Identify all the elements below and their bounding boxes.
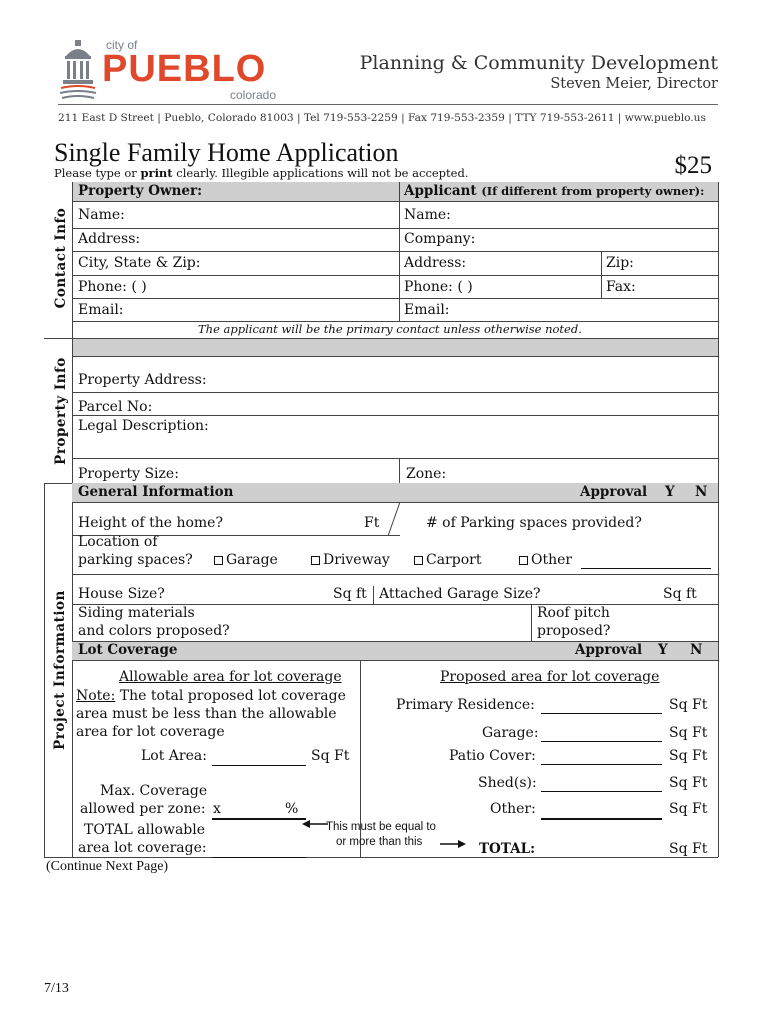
general-approval-label: Approval [580,484,648,500]
general-approval-no[interactable]: N [695,484,708,500]
house-size-field[interactable]: House Size? [78,586,165,602]
max-coverage-percent: % [285,801,299,817]
continue-next-page: (Continue Next Page) [46,859,169,874]
applicant-company-field[interactable]: Company: [404,231,476,247]
siding-label-2[interactable]: and colors proposed? [78,623,230,639]
parking-location-label-2: parking spaces? [78,552,193,568]
lot-coverage-note: Note: The total proposed lot coverage [76,688,346,704]
city-logo [58,38,288,104]
max-coverage-label-2: allowed per zone: [80,801,206,817]
lot-coverage-header: Lot Coverage [78,642,178,658]
parking-count-field[interactable]: # of Parking spaces provided? [426,515,642,531]
sheds-blank[interactable] [541,791,662,792]
applicant-email-field[interactable]: Email: [404,302,450,318]
contact-address-line: 211 East D Street | Pueblo, Colorado 81003 | Tel 719-553-2259 | Fax 719-553-2359 | TTY 719-553-2611 | www.pueblo.us [58,112,706,124]
other-blank[interactable] [541,818,662,820]
logo-city-of: city of [106,38,138,52]
row-line [72,275,718,276]
checkbox-icon[interactable] [519,556,528,565]
right-arrow-icon [440,838,466,850]
garage-label: Garage: [482,725,539,741]
col-line [72,338,73,483]
applicant-name-field[interactable]: Name: [404,207,451,223]
patio-cover-label: Patio Cover: [449,748,536,764]
owner-name-field[interactable]: Name: [78,207,125,223]
patio-cover-blank[interactable] [541,764,662,765]
row-line [44,338,718,339]
parcel-number-field[interactable]: Parcel No: [78,399,153,415]
property-header-bar [72,338,718,356]
owner-city-field[interactable]: City, State & Zip: [78,255,201,271]
other-label: Other: [490,801,536,817]
equality-note-1: This must be equal to [326,821,436,833]
primary-contact-note: The applicant will be the primary contact unless otherwise noted. [198,322,582,336]
applicant-zip-field[interactable]: Zip: [606,255,634,271]
owner-email-field[interactable]: Email: [78,302,124,318]
col-line [718,338,719,483]
garage-blank[interactable] [541,741,662,742]
lot-coverage-note-2: area must be less than the allowable [76,706,337,722]
total-unit: Sq Ft [669,841,708,857]
general-approval-yes[interactable]: Y [665,484,675,500]
zone-field[interactable]: Zone: [406,466,447,482]
checkbox-icon[interactable] [311,556,320,565]
row-line [72,356,718,357]
row-line [72,458,718,459]
other-parking-blank[interactable] [581,568,711,569]
other-unit: Sq Ft [669,801,708,817]
column-divider-slant [384,502,404,536]
total-allowable-label-2: area lot coverage: [78,840,207,856]
applicant-header: Applicant (If different from property owner): [404,183,705,199]
applicant-address-field[interactable]: Address: [404,255,467,271]
col-line [373,586,374,604]
left-arrow-icon [302,818,328,830]
parking-location-label-1: Location of [78,534,158,550]
max-coverage-label-1: Max. Coverage [100,783,208,799]
col-line [399,458,400,483]
checkbox-icon[interactable] [414,556,423,565]
revision-date: 7/13 [44,981,69,996]
property-address-field[interactable]: Property Address: [78,372,207,388]
roof-pitch-label-2[interactable]: proposed? [537,623,611,639]
lot-area-blank[interactable] [212,765,306,766]
sheds-label: Shed(s): [478,775,537,791]
parking-option-carport[interactable]: Carport [414,552,481,568]
total-allowable-label-1: TOTAL allowable [84,822,206,838]
legal-description-field[interactable]: Legal Description: [78,418,209,434]
header-divider [58,104,718,105]
property-size-field[interactable]: Property Size: [78,466,179,482]
roof-pitch-label-1[interactable]: Roof pitch [537,605,610,621]
siding-label-1[interactable]: Siding materials [78,605,195,621]
lot-approval-label: Approval [575,642,643,658]
parking-option-other[interactable]: Other [519,552,572,568]
row-line [72,392,718,393]
row-line [44,857,718,858]
owner-header: Property Owner: [78,183,203,199]
col-line [601,251,602,298]
owner-address-field[interactable]: Address: [78,231,141,247]
max-coverage-blank[interactable] [212,818,306,820]
col-line [44,483,45,857]
logo-name: PUEBLO [102,48,267,90]
logo-state: colorado [230,88,277,102]
house-size-unit: Sq ft [333,586,367,602]
garage-size-unit: Sq ft [663,586,697,602]
garage-unit: Sq Ft [669,725,708,741]
page-title: Single Family Home Application [54,138,399,167]
lot-coverage-note-3: area for lot coverage [76,724,225,740]
row-line [72,228,718,229]
col-line [72,182,73,338]
project-info-side-label: Project Information [52,590,68,750]
col-line [531,604,532,641]
primary-residence-label: Primary Residence: [396,697,535,713]
total-allowable-blank[interactable] [212,857,306,858]
applicant-fax-field[interactable]: Fax: [606,279,636,295]
garage-size-field[interactable]: Attached Garage Size? [379,586,541,602]
parking-option-garage[interactable]: Garage [214,552,278,568]
total-label: TOTAL: [479,841,536,857]
pueblo-building-icon [58,40,98,102]
col-line [399,182,400,321]
row-line [72,298,718,299]
director-name: Steven Meier, Director [550,76,718,92]
contact-info-side-label: Contact Info [53,207,69,309]
patio-cover-unit: Sq Ft [669,748,708,764]
property-info-side-label: Property Info [53,357,69,465]
equality-note-2: or more than this [336,836,423,848]
row-line [72,574,718,575]
general-info-header: General Information [78,484,234,500]
parking-option-driveway[interactable]: Driveway [311,552,390,568]
instructions: Please type or print clearly. Illegible applications will not be accepted. [54,166,469,180]
primary-residence-blank[interactable] [541,713,662,714]
home-height-field[interactable]: Height of the home? [78,515,223,531]
lot-area-unit: Sq Ft [311,748,350,764]
applicant-phone-field[interactable]: Phone: ( ) [404,279,473,295]
home-height-unit: Ft [364,515,380,531]
owner-phone-field[interactable]: Phone: ( ) [78,279,147,295]
primary-residence-unit: Sq Ft [669,697,708,713]
lot-approval-no[interactable]: N [690,642,703,658]
lot-area-label: Lot Area: [141,748,207,764]
row-line [72,415,718,416]
col-line [718,483,719,857]
proposed-title: Proposed area for lot coverage [440,669,660,685]
col-line [72,483,73,857]
application-fee: $25 [674,152,712,179]
row-line [72,201,718,202]
max-coverage-multiplier: x [213,801,221,817]
checkbox-icon[interactable] [214,556,223,565]
row-line [72,660,718,661]
allowable-title: Allowable area for lot coverage [119,669,342,685]
lot-approval-yes[interactable]: Y [658,642,668,658]
row-line [72,251,718,252]
col-line [718,182,719,338]
sheds-unit: Sq Ft [669,775,708,791]
department-name: Planning & Community Development [359,52,718,74]
